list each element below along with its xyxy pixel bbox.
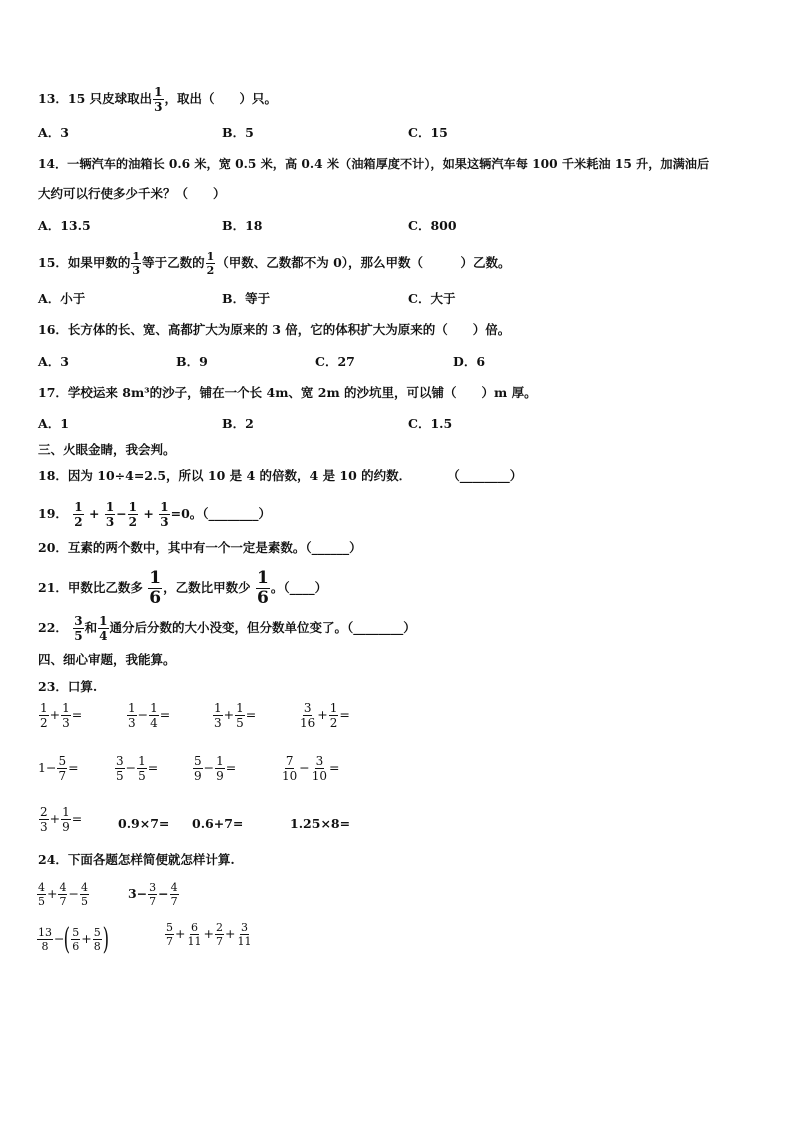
question-14-line2: 大约可以行使多少千米？（ ） bbox=[38, 186, 226, 201]
fraction: $\frac{1}{4}$ bbox=[99, 614, 108, 643]
calc-expression: $\frac{5}{9}$ − $\frac{1}{9}$ = bbox=[194, 754, 237, 783]
section-heading: 四、细心审题，我能算。 bbox=[38, 652, 176, 667]
operator: − bbox=[116, 506, 127, 521]
question-text: 18．因为 10÷4=2.5，所以 10 是 4 的倍数，4 是 10 的约数． bbox=[38, 468, 412, 483]
question-text: 15 只皮球取出 bbox=[67, 91, 153, 106]
calc-expression: $\frac{1}{3}$ − $\frac{1}{4}$ = bbox=[128, 701, 171, 730]
question-19 bbox=[38, 501, 271, 528]
option-c[interactable]: C．27 bbox=[315, 354, 355, 369]
question-number: 22． bbox=[38, 620, 68, 635]
question-15 bbox=[38, 251, 511, 276]
question-number: 19． bbox=[38, 506, 68, 521]
section-heading: 三、火眼金睛，我会判。 bbox=[38, 442, 176, 457]
option-b[interactable]: B．等于 bbox=[222, 291, 271, 306]
calc-expression: $\frac{2}{3}$ + $\frac{1}{9}$ = bbox=[40, 805, 83, 834]
calc-expression: $\frac{3}{5}$ − $\frac{1}{5}$ = bbox=[116, 754, 159, 783]
question-number: 21． bbox=[38, 580, 68, 595]
question-text: =0。（________） bbox=[170, 506, 272, 521]
calc-expression: $\frac{3}{16}$ + $\frac{1}{2}$ = bbox=[300, 701, 350, 730]
fraction: $\frac{1}{2}$ bbox=[74, 500, 83, 529]
option-a[interactable]: A．3 bbox=[38, 125, 69, 140]
question-number: 13． bbox=[38, 91, 68, 106]
option-c[interactable]: C．800 bbox=[408, 218, 457, 233]
question-text: 如果甲数的 bbox=[67, 255, 131, 270]
fraction: $\frac{1}{2}$ bbox=[128, 500, 138, 529]
calc-expression: $\frac{1}{2}$ + $\frac{1}{3}$ = bbox=[40, 701, 83, 730]
answer-blank[interactable]: （________） bbox=[447, 468, 523, 483]
fraction: $\frac{1}{3}$ bbox=[154, 85, 163, 114]
fraction: $\frac{1}{3}$ bbox=[132, 250, 141, 277]
question-text: 。（____） bbox=[270, 580, 328, 595]
calc-expression: 3− $\frac{3}{7}$ − $\frac{4}{7}$ bbox=[128, 881, 178, 908]
question-23-title: 23．口算. bbox=[38, 679, 98, 694]
option-c[interactable]: C．大于 bbox=[408, 291, 456, 306]
calc-expression: 0.9×7= bbox=[118, 816, 170, 831]
question-text: 等于乙数的 bbox=[142, 255, 205, 270]
fraction: $\frac{1}{6}$ bbox=[257, 568, 269, 608]
question-20: 20．互素的两个数中，其中有一个一定是素数。（______） bbox=[38, 540, 362, 555]
question-13 bbox=[38, 86, 277, 113]
fraction: $\frac{1}{6}$ bbox=[149, 568, 162, 608]
option-c[interactable]: C．15 bbox=[408, 125, 448, 140]
question-17: 17．学校运来 8m³的沙子，铺在一个长 4m、宽 2m 的沙坑里，可以铺（ ）m 厚。 bbox=[38, 385, 537, 400]
option-a[interactable]: A．3 bbox=[38, 354, 69, 369]
fraction: $\frac{1}{3}$ bbox=[160, 500, 169, 529]
question-text: ，取出（ ）只。 bbox=[164, 91, 278, 106]
option-b[interactable]: B．2 bbox=[222, 416, 254, 431]
question-21 bbox=[38, 570, 327, 607]
calc-expression: 1− $\frac{5}{7}$ = bbox=[38, 754, 79, 783]
question-text: 和 bbox=[84, 620, 98, 635]
question-18 bbox=[38, 466, 522, 486]
question-16: 16．长方体的长、宽、高都扩大为原来的 3 倍，它的体积扩大为原来的（ ）倍。 bbox=[38, 322, 511, 337]
fraction: $\frac{1}{2}$ bbox=[206, 250, 215, 277]
question-14-line1: 14．一辆汽车的油箱长 0.6 米，宽 0.5 米，高 0.4 米（油箱厚度不计），如果这辆汽车每 100 千米耗油 15 升，加满油后 bbox=[38, 157, 710, 171]
question-number: 15． bbox=[38, 255, 68, 270]
question-text: 通分后分数的大小没变，但分数单位变了。（________） bbox=[109, 620, 416, 635]
question-24-title: 24．下面各题怎样简便就怎样计算. bbox=[38, 852, 235, 867]
option-b[interactable]: B．9 bbox=[176, 354, 208, 369]
option-a[interactable]: A．1 bbox=[38, 416, 69, 431]
calc-expression: $\frac{7}{10}$ − $\frac{3}{10}$ = bbox=[282, 754, 340, 783]
question-text: 甲数比乙数多 bbox=[67, 580, 143, 595]
operator: + bbox=[88, 506, 100, 521]
question-22 bbox=[38, 615, 416, 642]
option-c[interactable]: C．1.5 bbox=[408, 416, 453, 431]
option-b[interactable]: B．18 bbox=[222, 218, 263, 233]
right-paren: ) bbox=[102, 922, 109, 957]
option-a[interactable]: A．小于 bbox=[38, 291, 86, 306]
calc-expression: $\frac{13}{8}$ −( $\frac{5}{6}$ + $\frac{5}{8}$ ) bbox=[38, 922, 109, 957]
option-d[interactable]: D．6 bbox=[453, 354, 486, 369]
calc-expression: 1.25×8= bbox=[290, 816, 351, 831]
fraction: $\frac{3}{5}$ bbox=[74, 614, 83, 643]
question-text: （甲数、乙数都不为 0），那么甲数（ ）乙数。 bbox=[216, 255, 511, 270]
question-text: ，乙数比甲数少 bbox=[163, 580, 251, 595]
fraction: $\frac{1}{3}$ bbox=[105, 500, 115, 529]
operator: + bbox=[143, 506, 154, 521]
option-b[interactable]: B．5 bbox=[222, 125, 254, 140]
calc-expression: $\frac{1}{3}$ + $\frac{1}{5}$ = bbox=[214, 701, 257, 730]
calc-expression: 0.6+7= bbox=[192, 816, 244, 831]
calc-expression: $\frac{5}{7}$ + $\frac{6}{11}$ + $\frac{2}{7}$ + $\frac{3}{11}$ bbox=[166, 921, 252, 948]
option-a[interactable]: A．13.5 bbox=[38, 218, 91, 233]
calc-expression: $\frac{4}{5}$ + $\frac{4}{7}$ − $\frac{4}{5}$ bbox=[38, 881, 88, 908]
left-paren: ( bbox=[64, 922, 71, 957]
